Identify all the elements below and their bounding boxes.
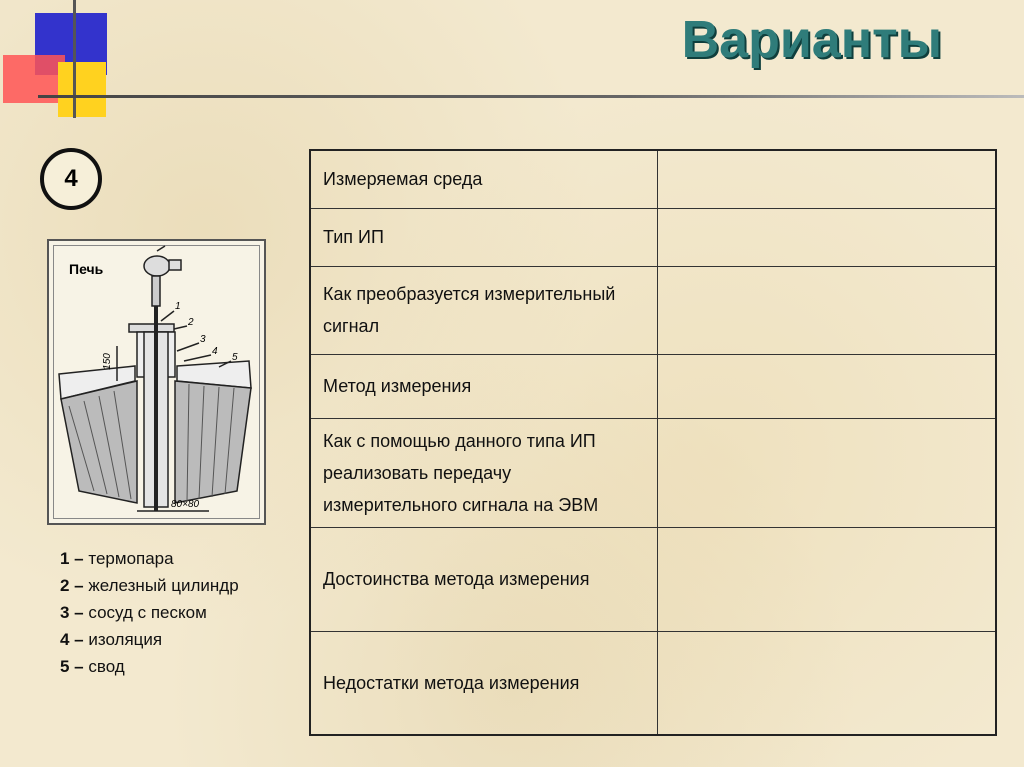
row-value-cell[interactable]	[658, 354, 997, 418]
legend-item: 4 – изоляция	[60, 630, 163, 649]
callout-5: 5	[232, 352, 238, 363]
row-value-cell[interactable]	[658, 266, 997, 354]
legend-item: 1 – термопара	[60, 549, 174, 568]
variant-number-badge	[40, 148, 102, 210]
row-value-cell[interactable]	[658, 631, 997, 735]
row-label: Недостатки метода измерения	[310, 631, 658, 735]
legend-item: 5 – свод	[60, 657, 125, 676]
thermocouple-diagram	[47, 239, 266, 525]
decor-yellow-square	[58, 62, 106, 117]
table-row	[310, 266, 996, 354]
row-value-cell[interactable]	[658, 208, 997, 266]
variant-table	[309, 149, 997, 736]
dimension-horizontal: 80×80	[171, 499, 200, 510]
table-row	[310, 354, 996, 418]
furnace-label: Печь	[69, 261, 104, 277]
row-value-cell[interactable]	[658, 150, 997, 208]
row-label: Достоинства метода измерения	[310, 527, 658, 631]
row-label: Как с помощью данного типа ИП реализовать передачу измерительного сигнала на ЭВМ	[310, 418, 658, 527]
callout-1: 1	[175, 301, 181, 312]
row-label: Измеряемая среда	[310, 150, 658, 208]
row-label: Метод измерения	[310, 354, 658, 418]
row-value-cell[interactable]	[658, 418, 997, 527]
furnace-drawing	[49, 241, 264, 523]
callout-4: 4	[212, 346, 218, 357]
legend-item: 3 – сосуд с песком	[60, 603, 207, 622]
table-row	[310, 631, 996, 735]
figure-legend	[60, 545, 239, 680]
legend-item: 2 – железный цилиндр	[60, 576, 239, 595]
dimension-vertical: 150	[101, 353, 113, 370]
page-title: Варианты	[681, 11, 942, 69]
decor-vertical-line	[73, 0, 76, 118]
row-label: Тип ИП	[310, 208, 658, 266]
row-label: Как преобразуется измерительный сигнал	[310, 266, 658, 354]
table-row	[310, 527, 996, 631]
decor-horizontal-line	[38, 95, 1024, 98]
variant-number: 4	[64, 165, 78, 192]
table-row	[310, 208, 996, 266]
callout-2: 2	[188, 317, 194, 328]
row-value-cell[interactable]	[658, 527, 997, 631]
callout-3: 3	[200, 334, 206, 345]
table-row	[310, 150, 996, 208]
table-row	[310, 418, 996, 527]
